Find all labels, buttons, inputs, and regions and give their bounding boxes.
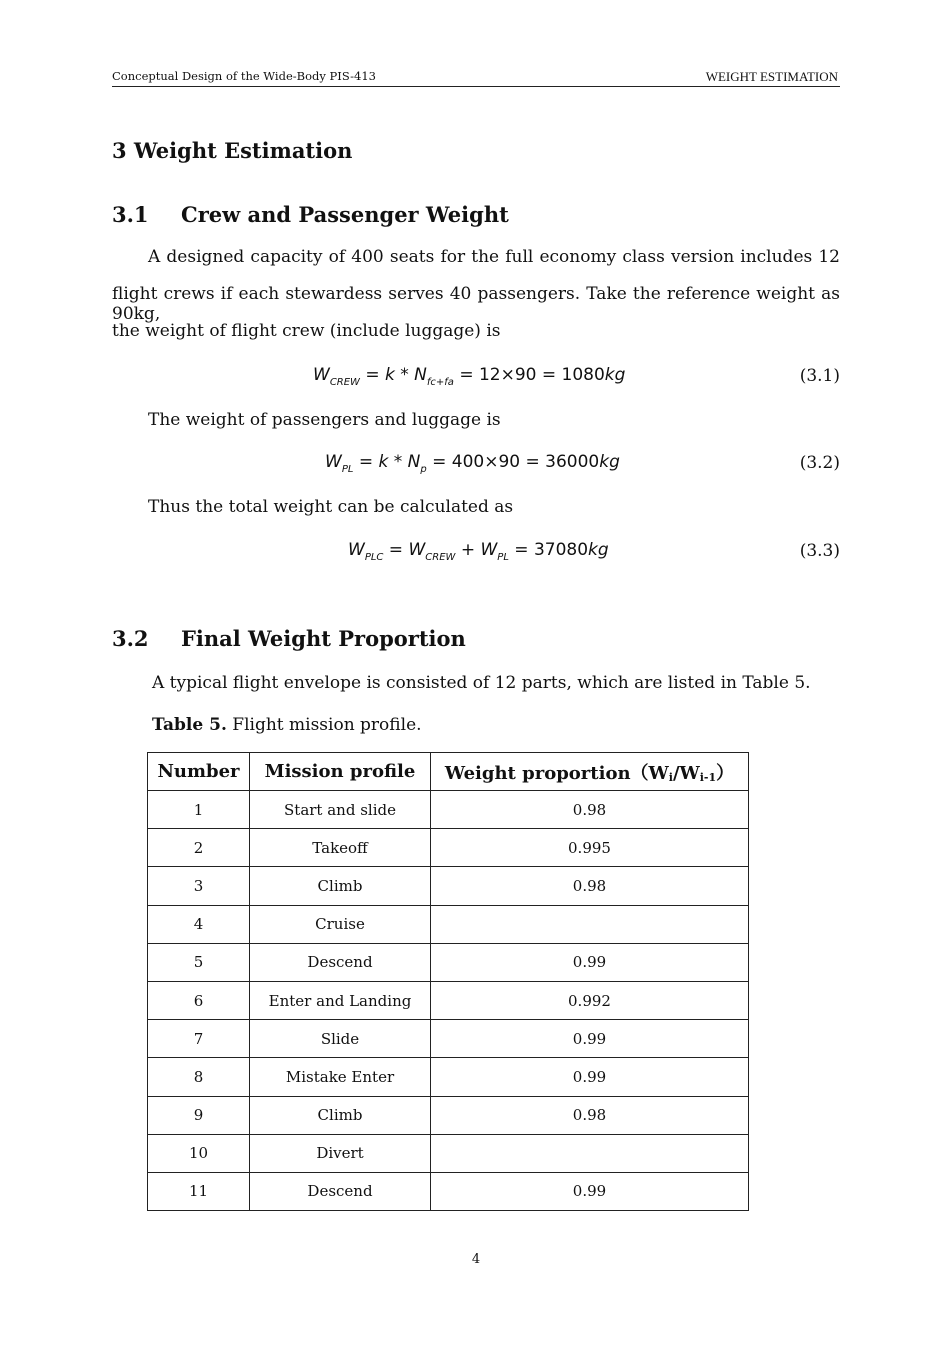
paragraph-line: The weight of passengers and luggage is bbox=[148, 410, 501, 430]
eq-subscript: fc+fa bbox=[426, 377, 454, 388]
equation-number: (3.1) bbox=[799, 366, 840, 386]
column-header-weight bbox=[431, 753, 749, 791]
header-text: /W bbox=[672, 762, 700, 784]
cell-weight: 0.98 bbox=[431, 1096, 749, 1134]
table-row bbox=[148, 829, 749, 867]
subsection-title: Final Weight Proportion bbox=[181, 626, 466, 651]
cell-profile: Enter and Landing bbox=[250, 981, 431, 1019]
eq-unit: kg bbox=[588, 540, 609, 560]
cell-weight: 0.992 bbox=[431, 981, 749, 1019]
table-row bbox=[148, 1020, 749, 1058]
table-row bbox=[148, 905, 749, 943]
eq-symbol: W bbox=[313, 365, 330, 385]
mission-profile-table bbox=[147, 752, 749, 1211]
eq-symbol: = k * N bbox=[359, 365, 427, 385]
cell-weight: 0.99 bbox=[431, 1058, 749, 1096]
table-header-row bbox=[148, 753, 749, 791]
table-row bbox=[148, 867, 749, 905]
cell-number: 11 bbox=[148, 1172, 250, 1210]
table-row bbox=[148, 1058, 749, 1096]
cell-profile: Cruise bbox=[250, 905, 431, 943]
eq-value: = 37080 bbox=[508, 540, 589, 560]
eq-subscript: CREW bbox=[425, 552, 456, 563]
header-subscript: i-1 bbox=[699, 770, 717, 784]
header-text: ） bbox=[716, 762, 735, 784]
eq-symbol: = k * N bbox=[353, 452, 421, 472]
subsection-heading-3-1 bbox=[112, 202, 509, 227]
cell-number: 4 bbox=[148, 905, 250, 943]
eq-subscript: PLC bbox=[364, 552, 384, 563]
eq-value: = 12×90 = 1080 bbox=[453, 365, 605, 385]
cell-weight bbox=[431, 905, 749, 943]
header-text: Weight proportion（W bbox=[444, 762, 669, 784]
cell-profile: Climb bbox=[250, 867, 431, 905]
cell-number: 9 bbox=[148, 1096, 250, 1134]
subsection-heading-3-2 bbox=[112, 626, 466, 651]
paragraph-line: the weight of flight crew (include luggage) is bbox=[112, 321, 501, 341]
table-row bbox=[148, 943, 749, 981]
table-caption-text: Flight mission profile. bbox=[226, 715, 422, 735]
page-header bbox=[112, 67, 840, 87]
table-row bbox=[148, 981, 749, 1019]
equation-3-2 bbox=[325, 452, 620, 475]
page-number: 4 bbox=[471, 1252, 481, 1267]
eq-subscript: p bbox=[420, 464, 427, 475]
cell-profile: Start and slide bbox=[250, 791, 431, 829]
cell-profile: Climb bbox=[250, 1096, 431, 1134]
cell-number: 6 bbox=[148, 981, 250, 1019]
cell-number: 2 bbox=[148, 829, 250, 867]
header-subscript: i bbox=[668, 770, 673, 784]
eq-unit: kg bbox=[604, 365, 626, 385]
paragraph-line: flight crews if each stewardess serves 40 passengers. Take the reference weight as 90kg, bbox=[112, 284, 840, 324]
cell-number: 8 bbox=[148, 1058, 250, 1096]
subsection-title: Crew and Passenger Weight bbox=[181, 202, 509, 227]
eq-symbol: W bbox=[325, 452, 342, 472]
cell-weight: 0.98 bbox=[431, 791, 749, 829]
equation-number: (3.2) bbox=[799, 453, 840, 473]
equation-number: (3.3) bbox=[799, 541, 840, 561]
cell-profile: Takeoff bbox=[250, 829, 431, 867]
cell-number: 10 bbox=[148, 1134, 250, 1172]
cell-profile: Slide bbox=[250, 1020, 431, 1058]
cell-weight: 0.99 bbox=[431, 943, 749, 981]
table-row bbox=[148, 1172, 749, 1210]
header-document-title: Conceptual Design of the Wide-Body PIS-413 bbox=[112, 69, 376, 83]
cell-profile: Mistake Enter bbox=[250, 1058, 431, 1096]
section-heading: 3 Weight Estimation bbox=[112, 138, 353, 163]
paragraph-line: Thus the total weight can be calculated as bbox=[148, 497, 514, 517]
cell-weight bbox=[431, 1134, 749, 1172]
cell-number: 3 bbox=[148, 867, 250, 905]
table-row bbox=[148, 1134, 749, 1172]
paragraph-line: A typical flight envelope is consisted of 12 parts, which are listed in Table 5. bbox=[152, 673, 811, 693]
cell-weight: 0.99 bbox=[431, 1020, 749, 1058]
cell-weight: 0.99 bbox=[431, 1172, 749, 1210]
eq-subscript: PL bbox=[497, 552, 509, 563]
equation-3-1 bbox=[313, 365, 625, 388]
eq-unit: kg bbox=[599, 452, 620, 472]
table-row bbox=[148, 791, 749, 829]
cell-number: 5 bbox=[148, 943, 250, 981]
subsection-number: 3.1 bbox=[112, 202, 149, 227]
subsection-number: 3.2 bbox=[112, 626, 149, 651]
cell-weight: 0.995 bbox=[431, 829, 749, 867]
cell-profile: Descend bbox=[250, 1172, 431, 1210]
header-chapter-title: WEIGHT ESTIMATION bbox=[705, 69, 838, 84]
eq-symbol: = W bbox=[383, 540, 426, 560]
paragraph-line: A designed capacity of 400 seats for the full economy class version includes 12 bbox=[148, 247, 840, 267]
equation-3-3 bbox=[348, 540, 609, 563]
cell-profile: Descend bbox=[250, 943, 431, 981]
cell-weight: 0.98 bbox=[431, 867, 749, 905]
column-header-profile: Mission profile bbox=[250, 753, 431, 791]
cell-number: 1 bbox=[148, 791, 250, 829]
column-header-number: Number bbox=[148, 753, 250, 791]
table-caption bbox=[152, 715, 422, 735]
eq-subscript: CREW bbox=[329, 377, 360, 388]
eq-subscript: PL bbox=[341, 464, 354, 475]
table-row bbox=[148, 1096, 749, 1134]
eq-symbol: W bbox=[348, 540, 365, 560]
eq-value: = 400×90 = 36000 bbox=[426, 452, 600, 472]
table-caption-label: Table 5. bbox=[152, 715, 227, 735]
eq-symbol: + W bbox=[455, 540, 498, 560]
cell-profile: Divert bbox=[250, 1134, 431, 1172]
cell-number: 7 bbox=[148, 1020, 250, 1058]
